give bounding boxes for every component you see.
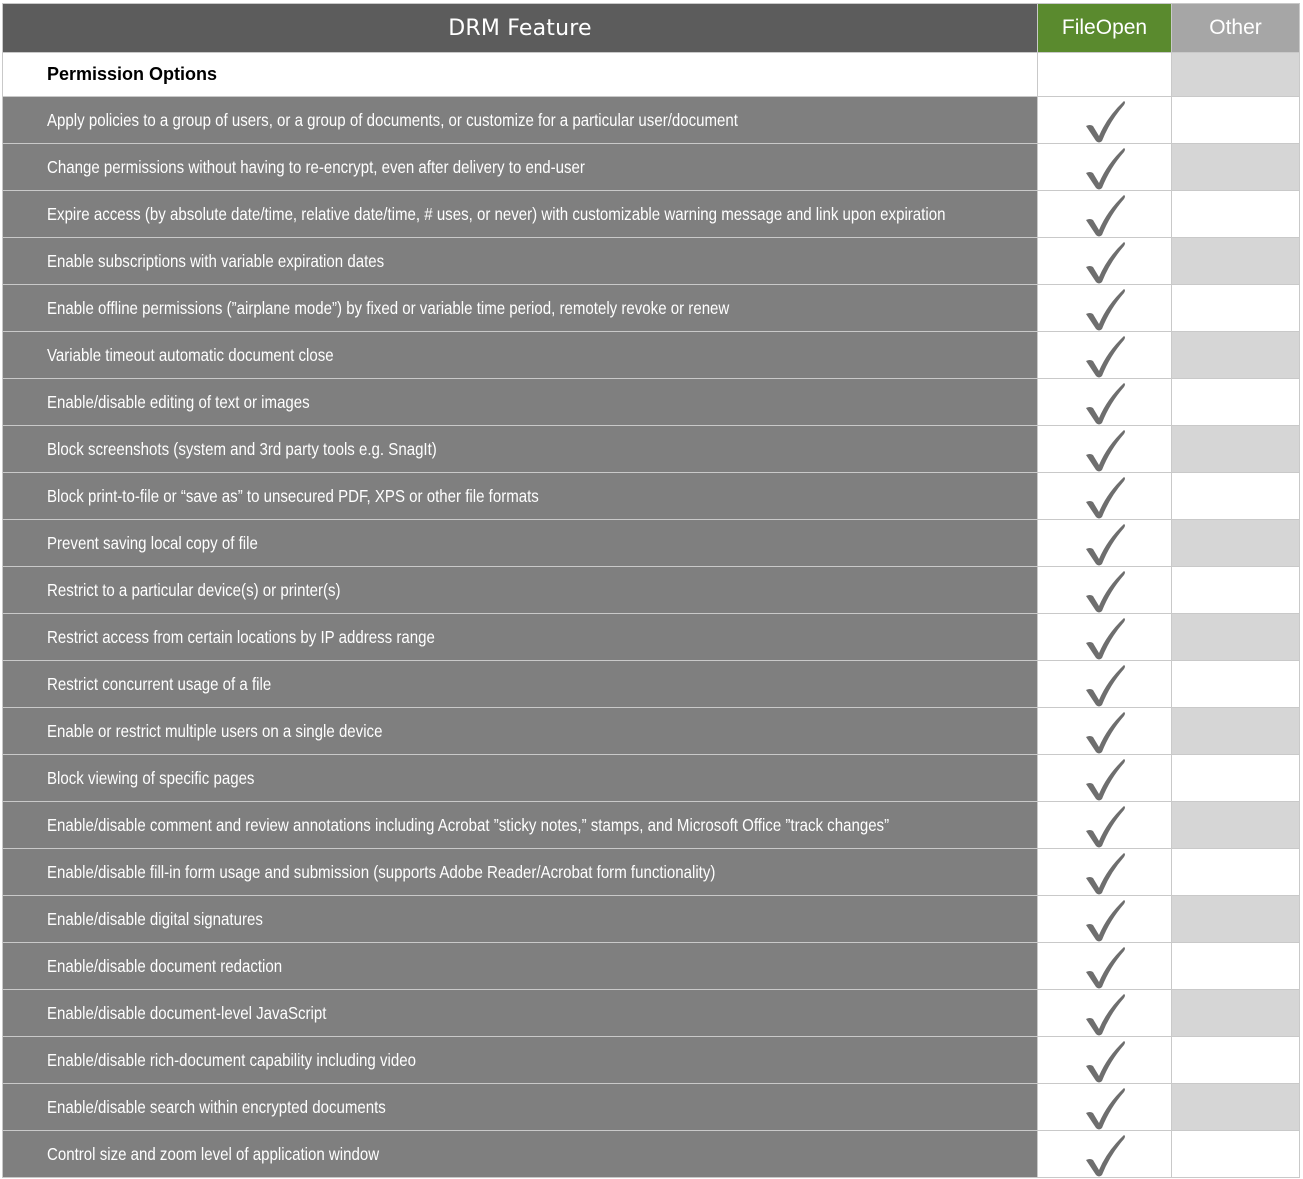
- feature-label-text: Variable timeout automatic document close: [47, 344, 334, 365]
- check-icon: [1083, 428, 1127, 474]
- other-cell: [1172, 191, 1300, 238]
- feature-label: [3, 426, 1038, 473]
- feature-label-text: Enable/disable comment and review annotations including Acrobat ”sticky notes,” stamps, and Microsoft Office ”track changes”: [47, 814, 890, 835]
- other-cell: [1172, 896, 1300, 943]
- section-row: [3, 53, 1300, 97]
- feature-label: [3, 755, 1038, 802]
- feature-label: [3, 990, 1038, 1037]
- fileopen-cell: [1038, 332, 1172, 379]
- check-icon: [1083, 240, 1127, 286]
- other-column-header: Other: [1172, 4, 1300, 53]
- check-icon: [1083, 898, 1127, 944]
- other-cell: [1172, 990, 1300, 1037]
- feature-label: [3, 1084, 1038, 1131]
- fileopen-cell: [1038, 661, 1172, 708]
- check-icon: [1083, 804, 1127, 850]
- check-icon: [1083, 757, 1127, 803]
- fileopen-cell: [1038, 144, 1172, 191]
- feature-label-text: Restrict to a particular device(s) or printer(s): [47, 579, 341, 600]
- other-cell: [1172, 755, 1300, 802]
- fileopen-cell: [1038, 567, 1172, 614]
- other-cell: [1172, 285, 1300, 332]
- table-row: [3, 1084, 1300, 1131]
- section-fileopen-cell: [1038, 53, 1172, 97]
- feature-label: [3, 1037, 1038, 1084]
- other-cell: [1172, 1037, 1300, 1084]
- feature-label: [3, 191, 1038, 238]
- table-row: [3, 708, 1300, 755]
- fileopen-column-header: FileOpen: [1038, 4, 1172, 53]
- fileopen-cell: [1038, 97, 1172, 144]
- feature-label: [3, 1131, 1038, 1178]
- section-other-cell: [1172, 53, 1300, 97]
- feature-label-text: Enable/disable document-level JavaScript: [47, 1002, 327, 1023]
- check-icon: [1083, 522, 1127, 568]
- other-cell: [1172, 708, 1300, 755]
- table-row: [3, 661, 1300, 708]
- fileopen-cell: [1038, 1131, 1172, 1178]
- fileopen-cell: [1038, 755, 1172, 802]
- other-cell: [1172, 614, 1300, 661]
- section-title: Permission Options: [3, 53, 1038, 97]
- table-row: [3, 943, 1300, 990]
- feature-label: [3, 614, 1038, 661]
- check-icon: [1083, 1133, 1127, 1179]
- table-row: [3, 755, 1300, 802]
- drm-feature-column-header: DRM Feature: [3, 4, 1038, 53]
- feature-label-text: Enable subscriptions with variable expiration dates: [47, 250, 385, 271]
- feature-label: [3, 708, 1038, 755]
- fileopen-cell: [1038, 896, 1172, 943]
- table-row: [3, 849, 1300, 896]
- feature-label: [3, 520, 1038, 567]
- fileopen-cell: [1038, 708, 1172, 755]
- fileopen-cell: [1038, 520, 1172, 567]
- fileopen-cell: [1038, 473, 1172, 520]
- table-row: [3, 332, 1300, 379]
- other-cell: [1172, 1131, 1300, 1178]
- check-icon: [1083, 569, 1127, 615]
- feature-label: [3, 567, 1038, 614]
- feature-label-text: Block print-to-file or “save as” to unsecured PDF, XPS or other file formats: [47, 485, 539, 506]
- check-icon: [1083, 193, 1127, 239]
- other-cell: [1172, 802, 1300, 849]
- check-icon: [1083, 475, 1127, 521]
- feature-label: [3, 896, 1038, 943]
- feature-label: [3, 332, 1038, 379]
- other-cell: [1172, 520, 1300, 567]
- feature-label-text: Prevent saving local copy of file: [47, 532, 258, 553]
- check-icon: [1083, 334, 1127, 380]
- table-row: [3, 896, 1300, 943]
- table-row: [3, 473, 1300, 520]
- feature-label: [3, 849, 1038, 896]
- table-row: [3, 520, 1300, 567]
- feature-label: [3, 473, 1038, 520]
- fileopen-cell: [1038, 1037, 1172, 1084]
- table-row: [3, 238, 1300, 285]
- feature-label-text: Control size and zoom level of application window: [47, 1143, 380, 1164]
- table-row: [3, 97, 1300, 144]
- check-icon: [1083, 710, 1127, 756]
- table-row: [3, 802, 1300, 849]
- feature-label: [3, 661, 1038, 708]
- feature-label-text: Enable/disable digital signatures: [47, 908, 263, 929]
- fileopen-cell: [1038, 849, 1172, 896]
- feature-label: [3, 97, 1038, 144]
- other-cell: [1172, 849, 1300, 896]
- fileopen-cell: [1038, 191, 1172, 238]
- table-row: [3, 567, 1300, 614]
- check-icon: [1083, 663, 1127, 709]
- feature-label-text: Expire access (by absolute date/time, relative date/time, # uses, or never) with customizable warning message and link upon expiration: [47, 203, 946, 224]
- check-icon: [1083, 992, 1127, 1038]
- check-icon: [1083, 851, 1127, 897]
- table-row: [3, 144, 1300, 191]
- other-cell: [1172, 661, 1300, 708]
- check-icon: [1083, 146, 1127, 192]
- other-cell: [1172, 426, 1300, 473]
- check-icon: [1083, 99, 1127, 145]
- fileopen-cell: [1038, 285, 1172, 332]
- table-row: [3, 1131, 1300, 1178]
- check-icon: [1083, 945, 1127, 991]
- check-icon: [1083, 616, 1127, 662]
- check-icon: [1083, 1039, 1127, 1085]
- other-cell: [1172, 144, 1300, 191]
- feature-label-text: Enable/disable editing of text or images: [47, 391, 310, 412]
- feature-label-text: Enable/disable search within encrypted documents: [47, 1096, 386, 1117]
- feature-label-text: Change permissions without having to re-encrypt, even after delivery to end-user: [47, 156, 585, 177]
- other-cell: [1172, 238, 1300, 285]
- fileopen-cell: [1038, 1084, 1172, 1131]
- other-cell: [1172, 567, 1300, 614]
- feature-label-text: Block screenshots (system and 3rd party tools e.g. SnagIt): [47, 438, 437, 459]
- fileopen-cell: [1038, 943, 1172, 990]
- feature-label: [3, 802, 1038, 849]
- fileopen-cell: [1038, 802, 1172, 849]
- other-cell: [1172, 379, 1300, 426]
- other-cell: [1172, 332, 1300, 379]
- feature-label-text: Restrict concurrent usage of a file: [47, 673, 272, 694]
- feature-label: [3, 144, 1038, 191]
- feature-label-text: Enable or restrict multiple users on a single device: [47, 720, 383, 741]
- feature-label: [3, 285, 1038, 332]
- fileopen-cell: [1038, 379, 1172, 426]
- check-icon: [1083, 287, 1127, 333]
- table-row: [3, 379, 1300, 426]
- drm-feature-comparison-table: [2, 3, 1300, 1178]
- fileopen-cell: [1038, 614, 1172, 661]
- fileopen-cell: [1038, 426, 1172, 473]
- other-cell: [1172, 473, 1300, 520]
- feature-label: [3, 238, 1038, 285]
- other-cell: [1172, 1084, 1300, 1131]
- table-row: [3, 614, 1300, 661]
- feature-label: [3, 943, 1038, 990]
- feature-label-text: Restrict access from certain locations by IP address range: [47, 626, 435, 647]
- feature-label-text: Enable offline permissions (”airplane mode”) by fixed or variable time period, remotely revoke or renew: [47, 297, 730, 318]
- feature-label-text: Enable/disable fill-in form usage and submission (supports Adobe Reader/Acrobat form functionality): [47, 861, 716, 882]
- feature-label-text: Apply policies to a group of users, or a group of documents, or customize for a particular user/document: [47, 109, 738, 130]
- other-cell: [1172, 97, 1300, 144]
- check-icon: [1083, 1086, 1127, 1132]
- table-header-row: [3, 4, 1300, 53]
- table-row: [3, 990, 1300, 1037]
- feature-label-text: Block viewing of specific pages: [47, 767, 255, 788]
- feature-label-text: Enable/disable document redaction: [47, 955, 283, 976]
- feature-label-text: Enable/disable rich-document capability including video: [47, 1049, 416, 1070]
- table-row: [3, 1037, 1300, 1084]
- table-row: [3, 191, 1300, 238]
- table-row: [3, 426, 1300, 473]
- feature-label: [3, 379, 1038, 426]
- table-row: [3, 285, 1300, 332]
- check-icon: [1083, 381, 1127, 427]
- fileopen-cell: [1038, 990, 1172, 1037]
- other-cell: [1172, 943, 1300, 990]
- fileopen-cell: [1038, 238, 1172, 285]
